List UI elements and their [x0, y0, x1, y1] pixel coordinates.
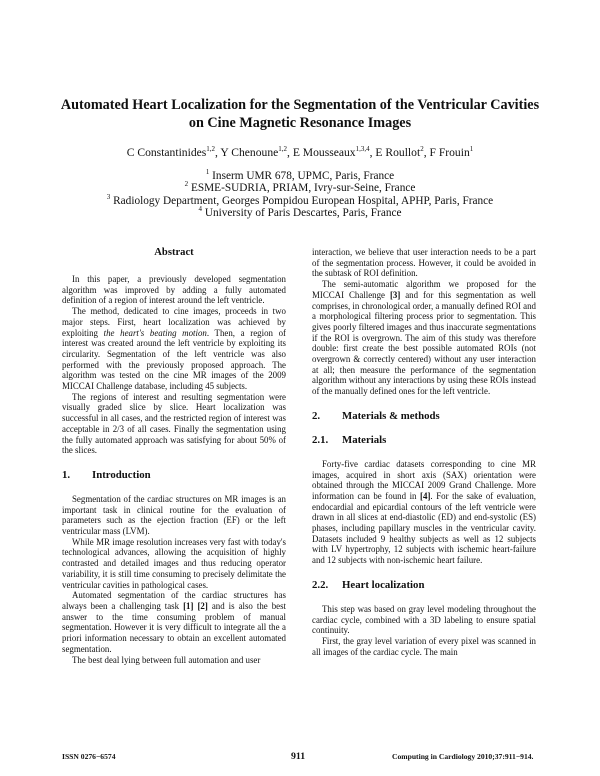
body-paragraph: First, the gray level variation of every pixel was scanned in all images of the cardiac cycle. The main [312, 635, 536, 657]
affiliation: $^4$ University of Paris Descartes, Paris, France [198, 205, 402, 220]
subsection-heading-heart-localization: 2.2. Heart localization [312, 578, 425, 591]
title-line-1: Automated Heart Localization for the Segmentation of the Ventricular Cavities [60, 97, 540, 113]
author: E Roullot$^2$, [375, 145, 430, 159]
body-paragraph: This step was based on gray level modeling throughout the cardiac cycle, combined with a 3D labeling to ensure spatial continuity. [312, 603, 536, 636]
author-list [50, 146, 550, 160]
affiliation: $^2$ ESME-SUDRIA, PRIAM, Ivry-sur-Seine, France [184, 180, 416, 195]
citation: [1] [183, 600, 194, 611]
abstract-heading: Abstract [154, 247, 194, 258]
affiliation: $^3$ Radiology Department, Georges Pompidou European Hospital, APHP, Paris, France [106, 192, 494, 207]
body-paragraph: Forty-five cardiac datasets corresponding to cine MR images, acquired in short axis (SAX) orientation were obtained through the MICCAI 2009 Grand Challenge. More information can be found in [4]. For the sake of evaluation, endocardial and epicardial contours of the left ventricle were drawn in all slices at end-diastolic (ED) and end-systolic (ES) phases, including papillary muscles in the ventricular cavity. Datasets included 9 healthy subjects as well as 12 subjects with LV hypertrophy, 12 subjects with ischemic heart-failure and 12 subjects with non-ischemic heart failure. [312, 458, 536, 566]
abstract-paragraph: The method, dedicated to cine images, proceeds in two major steps. First, heart localization was achieved by exploiting the heart's beating motion. Then, a region of interest was created around the left ventricle by exploiting its circularity. Segmentation of the left ventricle was also performed with the previously proposed approach. The algorithm was tested on the cine MR images of the 2009 MICCAI Challenge database, including 45 subjects. [62, 306, 286, 392]
citation: [3] [389, 289, 401, 300]
author: F Frouin$^1$ [429, 145, 474, 159]
body-paragraph: While MR image resolution increases very fast with today's technological advances, allowing the acquisition of highly contrasted and detailed images and thus reducing operator variability, it is still time consuming to precisely delimitate the ventricular cavities in pathological cases. [62, 536, 286, 590]
body-paragraph: The best deal lying between full automation and user [72, 654, 261, 665]
footer-issn: ISSN 0276−6574 [62, 752, 116, 761]
right-column [312, 247, 536, 657]
section-heading-introduction: 1. Introduction [62, 468, 151, 481]
author: Y Chenoune$^{1,2}$, [220, 145, 293, 159]
citation: [2] [197, 600, 208, 611]
body-paragraph: interaction, we believe that user interaction needs to be a part of the segmentation process. However, it could be avoided in the subtask of ROI definition. [312, 247, 536, 279]
footer-journal: Computing in Cardiology 2010;37:911−914. [392, 752, 534, 761]
author: C Constantinides$^{1,2}$, [126, 145, 221, 159]
paper-title [50, 96, 550, 132]
affiliation: $^1$ Inserm UMR 678, UPMC, Paris, France [205, 168, 395, 182]
body-paragraph: The semi-automatic algorithm we proposed for the MICCAI Challenge [3] and for this segmentation as well comprises, in chronological order, a manually defined ROI and a morphological filtering process prior to segmentation. This gives poorly filtered images and thus inaccurate segmentations if the ROI is overgrown. The aim of this study was therefore double: first create the best possible automated ROIs (not overgrown & correctly centered) without any user interaction at all; then measure the performance of the segmentation algorithm without any interactions by using these ROIs instead of the manually defined ones for the left ventricle. [312, 279, 536, 397]
section-heading-materials-methods: 2. Materials & methods [312, 409, 440, 422]
abstract-paragraph: In this paper, a previously developed segmentation algorithm was improved by adding a fully automated definition of a region of interest around the left ventricle. [62, 274, 286, 306]
title-line-2: on Cine Magnetic Resonance Images [188, 115, 412, 131]
body-paragraph: Segmentation of the cardiac structures on MR images is an important task in clinical routine for the evaluation of parameters such as the ejection fraction (EF) or the left ventricular mass (LVM). [62, 493, 286, 537]
abstract-paragraph: The regions of interest and resulting segmentation were visually graded slice by slice. Heart localization was successful in all cases, and the restricted region of interest was acceptable in 2/3 of all cases. Finally the segmentation using the fully automated approach was satisfying for about 50% of the slices. [62, 391, 286, 456]
subsection-heading-materials: 2.1. Materials [312, 433, 387, 446]
citation: [4] [420, 490, 431, 501]
affiliation-list [50, 170, 550, 220]
author: E Mousseaux$^{1,3,4}$, [292, 145, 376, 159]
footer-page-number: 911 [291, 751, 306, 762]
left-column [62, 247, 286, 665]
body-paragraph: Automated segmentation of the cardiac structures has always been a challenging task [1] [2] and is also the best answer to the time consuming problem of manual segmentation. However it is very difficult to integrate all the a priori information necessary to obtain an excellent automated segmentation. [62, 590, 287, 654]
